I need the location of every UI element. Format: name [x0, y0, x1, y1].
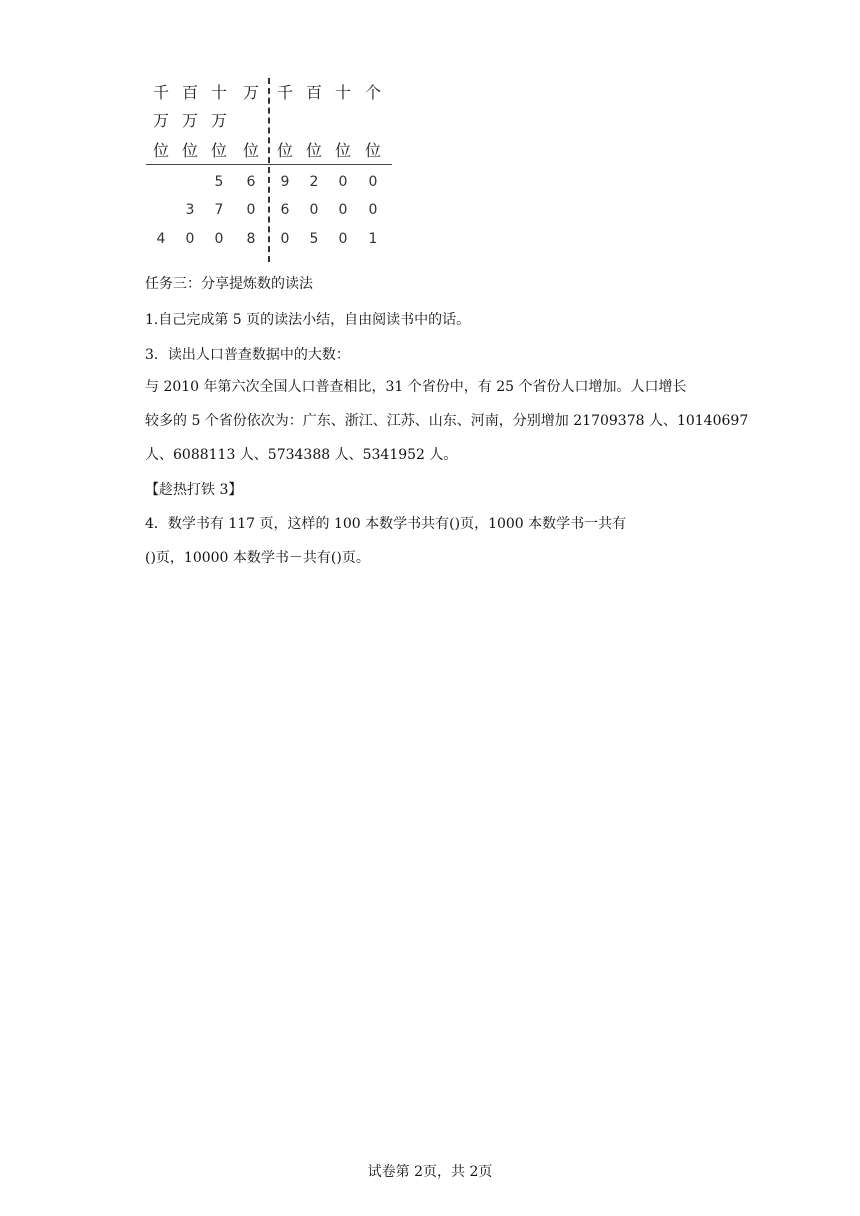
- task3-item3-title: 3．读出人口普查数据中的大数：: [145, 347, 350, 363]
- question-4-line1: [145, 514, 626, 534]
- place-value-digit: 9: [280, 174, 290, 190]
- place-value-header-top: 千: [276, 83, 293, 102]
- place-value-table: [144, 78, 404, 264]
- place-value-header-bottom: 位: [364, 141, 381, 160]
- place-value-header-underline: [146, 164, 392, 165]
- place-value-header-top: 个: [364, 83, 381, 102]
- place-value-digit: 0: [368, 174, 378, 190]
- place-value-digit: 5: [309, 231, 319, 247]
- place-value-digit: 5: [214, 174, 224, 190]
- place-value-header-top: 万: [242, 83, 259, 102]
- task3-item3-line2: 较多的 5 个省份依次为：广东、浙江、江苏、山东、河南，分别增加 21709378 人、10140697: [145, 413, 749, 429]
- place-value-header-bottom: 位: [210, 141, 227, 160]
- page-footer: 试卷第 2页，共 2页: [367, 1164, 493, 1180]
- place-value-header-bottom: 位: [152, 141, 169, 160]
- question-4-part1: 4．数学书有 117 页，这样的 100 本数学书共有(: [145, 516, 455, 532]
- place-value-digit: 1: [368, 231, 378, 247]
- place-value-digit: 6: [246, 174, 256, 190]
- task3-item3-line3: 人、6088113 人、5734388 人、5341952 人。: [145, 447, 458, 463]
- place-value-digit: 0: [368, 202, 378, 218]
- place-value-digit: 4: [156, 231, 166, 247]
- place-value-digit: 6: [280, 202, 290, 218]
- place-value-header-bottom: 位: [181, 141, 198, 160]
- question-4-part2: )页，1000 本数学书一共有: [454, 516, 627, 532]
- place-value-digit: 0: [338, 174, 348, 190]
- practice-heading: 【趁热打铁 3】: [145, 482, 243, 498]
- question-4-part4: )页，10000 本数学书－共有(: [150, 550, 337, 566]
- place-value-header-top: 十: [210, 83, 227, 102]
- place-value-digit: 2: [309, 174, 319, 190]
- place-value-digit: 0: [338, 202, 348, 218]
- place-value-header-middle: 万: [210, 111, 227, 130]
- place-value-digit: 0: [185, 231, 195, 247]
- place-value-header-bottom: 位: [334, 141, 351, 160]
- place-value-header-bottom: 位: [276, 141, 293, 160]
- place-value-digit: 0: [280, 231, 290, 247]
- question-4-part5: )页。: [336, 550, 370, 566]
- place-value-header-middle: 万: [181, 111, 198, 130]
- task3-item1: 1.自己完成第 5 页的读法小结，自由阅读书中的话。: [145, 312, 471, 328]
- place-value-digit: 3: [185, 202, 195, 218]
- task3-item3-line1: 与 2010 年第六次全国人口普查相比，31 个省份中，有 25 个省份人口增加。人口增长: [145, 379, 687, 395]
- place-value-digit: 7: [214, 202, 224, 218]
- place-value-header-bottom: 位: [242, 141, 259, 160]
- question-4-line2: [145, 548, 370, 568]
- place-value-header-middle: 万: [152, 111, 169, 130]
- place-value-header-top: 千: [152, 83, 169, 102]
- place-value-digit: 0: [338, 231, 348, 247]
- place-value-header-top: 十: [334, 83, 351, 102]
- question-4-part3: (: [145, 550, 151, 566]
- place-value-header-top: 百: [305, 83, 322, 102]
- place-value-header-top: 百: [181, 83, 198, 102]
- place-value-digit: 0: [214, 231, 224, 247]
- task3-title: 任务三：分享提炼数的读法: [145, 276, 313, 292]
- place-value-header-bottom: 位: [305, 141, 322, 160]
- place-value-digit: 0: [246, 202, 256, 218]
- place-value-digit: 8: [246, 231, 256, 247]
- place-value-digit: 0: [309, 202, 319, 218]
